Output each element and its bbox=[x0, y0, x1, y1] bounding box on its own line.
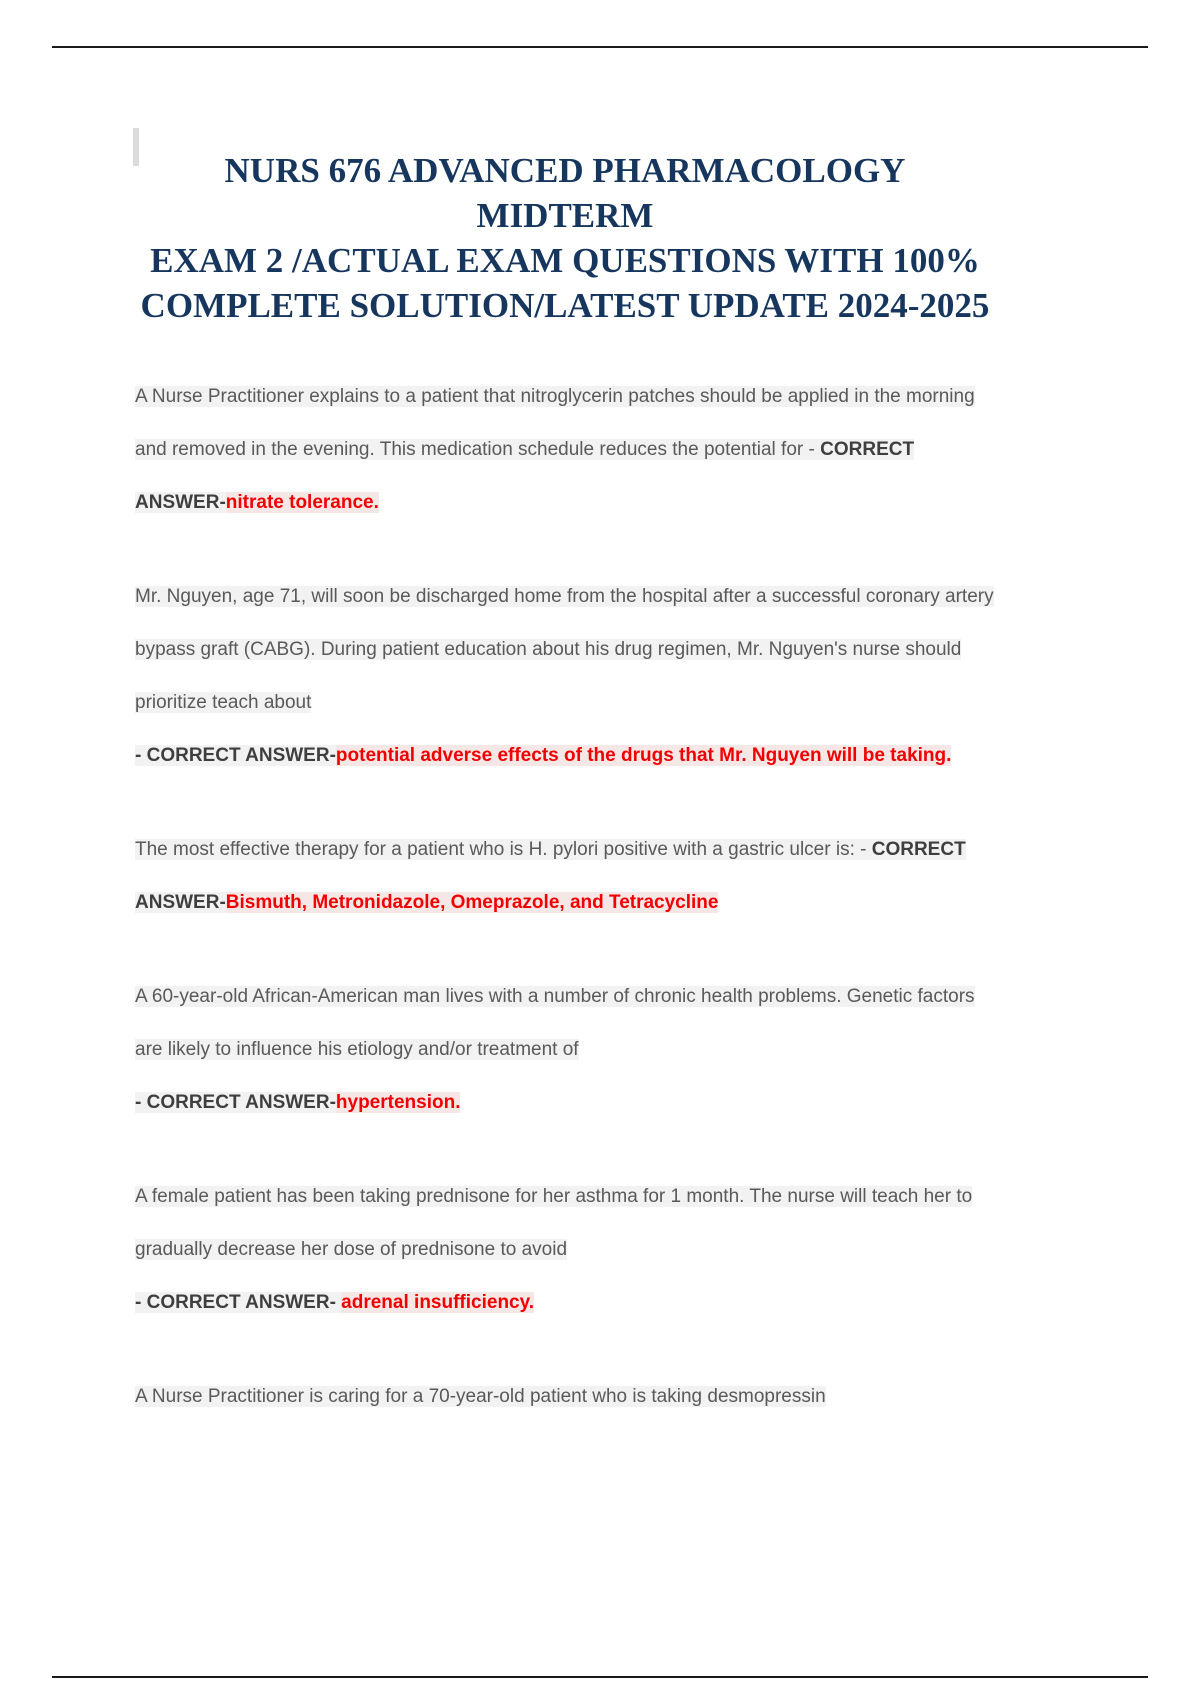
document-title bbox=[135, 148, 995, 328]
title-line-2: EXAM 2 /ACTUAL EXAM QUESTIONS WITH 100% bbox=[150, 241, 980, 280]
qa-answer-paragraph bbox=[135, 729, 995, 782]
answer-text: hypertension. bbox=[335, 1092, 461, 1113]
title-line-3: COMPLETE SOLUTION/LATEST UPDATE 2024-2025 bbox=[140, 286, 990, 325]
question-text: A female patient has been taking prednisone for her asthma for 1 month. The nurse will teach her to gradually decrease her dose of prednisone to avoid bbox=[135, 1186, 973, 1260]
answer-text: adrenal insufficiency. bbox=[341, 1292, 535, 1313]
qa-block-4 bbox=[135, 970, 995, 1129]
qa-block-5 bbox=[135, 1170, 995, 1329]
answer-text: potential adverse effects of the drugs that Mr. Nguyen will be taking. bbox=[335, 745, 952, 766]
correct-answer-label: - CORRECT ANSWER- bbox=[135, 745, 336, 766]
question-text: Mr. Nguyen, age 71, will soon be discharged home from the hospital after a successful coronary artery bypass graft (CABG). During patient education about his drug regimen, Mr. Nguyen's nurse should prioritize teach about bbox=[135, 586, 994, 713]
qa-list bbox=[135, 370, 995, 1423]
correct-answer-label: CORRECT ANSWER- bbox=[135, 839, 966, 913]
answer-text: Bismuth, Metronidazole, Omeprazole, and Tetracycline bbox=[225, 892, 719, 913]
qa-paragraph bbox=[135, 970, 995, 1076]
question-text: A Nurse Practitioner explains to a patient that nitroglycerin patches should be applied in the morning and removed in the evening. This medication schedule reduces the potential for - bbox=[135, 386, 975, 460]
qa-block-1 bbox=[135, 370, 995, 529]
qa-paragraph bbox=[135, 1170, 995, 1276]
question-text: The most effective therapy for a patient who is H. pylori positive with a gastric ulcer is: - bbox=[135, 839, 872, 860]
correct-answer-label: CORRECT ANSWER- bbox=[135, 439, 915, 513]
question-text: A Nurse Practitioner is caring for a 70-year-old patient who is taking desmopressin bbox=[135, 1386, 826, 1407]
answer-text: nitrate tolerance. bbox=[225, 492, 379, 513]
qa-paragraph bbox=[135, 1370, 995, 1423]
qa-answer-paragraph bbox=[135, 1076, 995, 1129]
correct-answer-label: - CORRECT ANSWER- bbox=[135, 1292, 342, 1313]
correct-answer-label: - CORRECT ANSWER- bbox=[135, 1092, 336, 1113]
qa-paragraph bbox=[135, 370, 995, 529]
qa-answer-paragraph bbox=[135, 1276, 995, 1329]
qa-paragraph bbox=[135, 823, 995, 929]
qa-paragraph bbox=[135, 570, 995, 729]
qa-block-3 bbox=[135, 823, 995, 929]
title-line-1: NURS 676 ADVANCED PHARMACOLOGY MIDTERM bbox=[224, 151, 906, 235]
question-text: A 60-year-old African-American man lives with a number of chronic health problems. Genetic factors are likely to influence his etiology and/or treatment of bbox=[135, 986, 975, 1060]
qa-block-6 bbox=[135, 1370, 995, 1423]
qa-block-2 bbox=[135, 570, 995, 782]
bottom-rule bbox=[52, 1676, 1148, 1678]
